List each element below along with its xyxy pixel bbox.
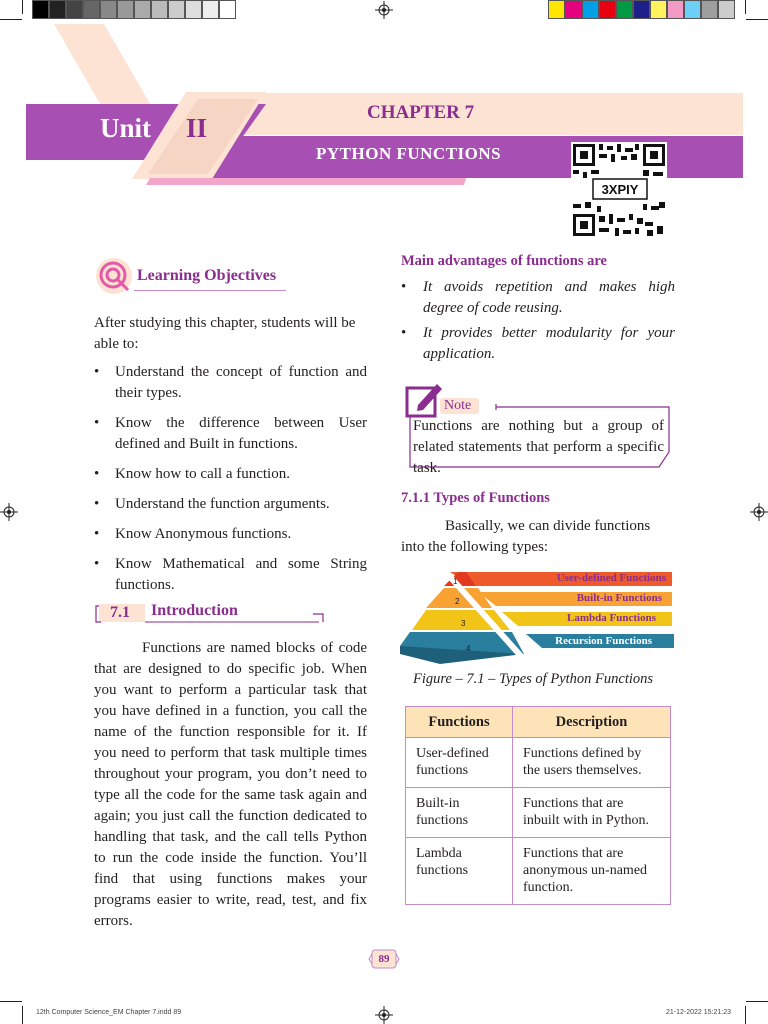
chapter-title: PYTHON FUNCTIONS bbox=[316, 144, 502, 163]
pyramid-level-number: 3 bbox=[461, 619, 466, 628]
crop-mark bbox=[746, 1001, 768, 1002]
pyramid-level-label: Built-in Functions bbox=[576, 592, 662, 604]
crop-mark bbox=[22, 0, 23, 14]
advantages-title: Main advantages of functions are bbox=[401, 253, 607, 269]
table-cell: Lambda functions bbox=[406, 838, 513, 905]
note-text: Functions are nothing but a group of related statements that perform a specific task. bbox=[413, 418, 664, 476]
list-item: • Understand the concept of function and their types. bbox=[94, 362, 367, 404]
paragraph-text: Functions are named blocks of code that are designed to do specific job. When you want to perform a particular task that you have defined in a function, you call the name of the function responsible for it. If you need to perform that task multiple times throughout your program, you don’t need to type all the code for the same task again and again; you just call the function dedicated to handling that task, and the call tells Python to run the code inside the function. You’ll find that using functions makes your programs easier to write, read, test, and fix errors. bbox=[94, 640, 367, 929]
table-row bbox=[406, 738, 671, 788]
registration-mark-icon bbox=[375, 1, 393, 19]
list-item: • Understand the function arguments. bbox=[94, 494, 367, 515]
table-header-row bbox=[406, 707, 671, 738]
registration-mark-icon bbox=[0, 503, 18, 521]
paragraph-text: Basically, we can divide functions into the following types: bbox=[401, 518, 651, 555]
crop-mark bbox=[746, 19, 768, 20]
section-paragraph bbox=[94, 638, 367, 932]
list-item: • Know Anonymous functions. bbox=[94, 524, 367, 545]
list-item: • It avoids repetition and makes high degree of code reusing. bbox=[401, 277, 675, 319]
objectives-list bbox=[94, 362, 367, 596]
title-underline bbox=[134, 290, 286, 291]
table-cell: User-defined functions bbox=[406, 738, 513, 788]
list-item: • It provides better modularity for your application. bbox=[401, 323, 675, 365]
list-item: • Know how to call a function. bbox=[94, 464, 367, 485]
learning-objectives-title: Learning Objectives bbox=[137, 267, 277, 284]
crop-mark bbox=[0, 1001, 22, 1002]
color-calibration-bar bbox=[548, 0, 735, 19]
grayscale-calibration-bar bbox=[32, 0, 236, 19]
table-header-cell: Description bbox=[513, 707, 671, 738]
pyramid-level-number: 2 bbox=[455, 597, 460, 606]
footer-timestamp: 21-12-2022 15:21:23 bbox=[666, 1009, 731, 1016]
table-header-cell: Functions bbox=[406, 707, 513, 738]
table-cell: Functions defined by the users themselves. bbox=[513, 738, 671, 788]
crop-mark bbox=[22, 1006, 23, 1024]
pyramid-level-number: 4 bbox=[466, 644, 471, 653]
registration-mark-icon bbox=[375, 1006, 393, 1024]
list-item: • Know Mathematical and some String functions. bbox=[94, 554, 367, 596]
section-title: Introduction bbox=[151, 602, 238, 619]
function-types-table bbox=[405, 706, 671, 905]
crop-mark bbox=[0, 19, 22, 20]
page-number: 89 bbox=[378, 953, 390, 965]
pyramid-level-label: Lambda Functions bbox=[567, 612, 656, 624]
qr-code-text: 3XPIY bbox=[601, 182, 639, 197]
advantages-list bbox=[401, 277, 675, 369]
section-number: 7.1 bbox=[110, 604, 130, 621]
chapter-number: CHAPTER 7 bbox=[367, 102, 475, 123]
table-cell: Functions that are anonymous un-named function. bbox=[513, 838, 671, 905]
registration-mark-icon bbox=[750, 503, 768, 521]
learning-objectives-icon bbox=[94, 256, 134, 296]
subsection-paragraph bbox=[401, 516, 674, 558]
note-pencil-icon bbox=[404, 380, 444, 418]
figure-caption: Figure – 7.1 – Types of Python Functions bbox=[413, 671, 654, 687]
crop-mark bbox=[745, 0, 746, 14]
table-row bbox=[406, 788, 671, 838]
note-label: Note bbox=[440, 398, 479, 414]
pyramid-level-label: User-defined Functions bbox=[556, 572, 666, 584]
subsection-title: 7.1.1 Types of Functions bbox=[401, 490, 550, 506]
pyramid-level-label: Recursion Functions bbox=[555, 635, 652, 647]
table-row bbox=[406, 838, 671, 905]
qr-code[interactable] bbox=[571, 142, 667, 238]
table-cell: Functions that are inbuilt with in Python. bbox=[513, 788, 671, 838]
footer-file-info: 12th Computer Science_EM Chapter 7.indd 89 bbox=[36, 1009, 182, 1016]
unit-number: II bbox=[186, 113, 208, 143]
crop-mark bbox=[745, 1006, 746, 1024]
unit-label: Unit bbox=[100, 113, 152, 143]
pyramid-level-number: 1 bbox=[453, 577, 458, 586]
table-cell: Built-in functions bbox=[406, 788, 513, 838]
list-item: • Know the difference between User defined and Built in functions. bbox=[94, 413, 367, 455]
objectives-intro: After studying this chapter, students will be able to: bbox=[94, 315, 356, 352]
